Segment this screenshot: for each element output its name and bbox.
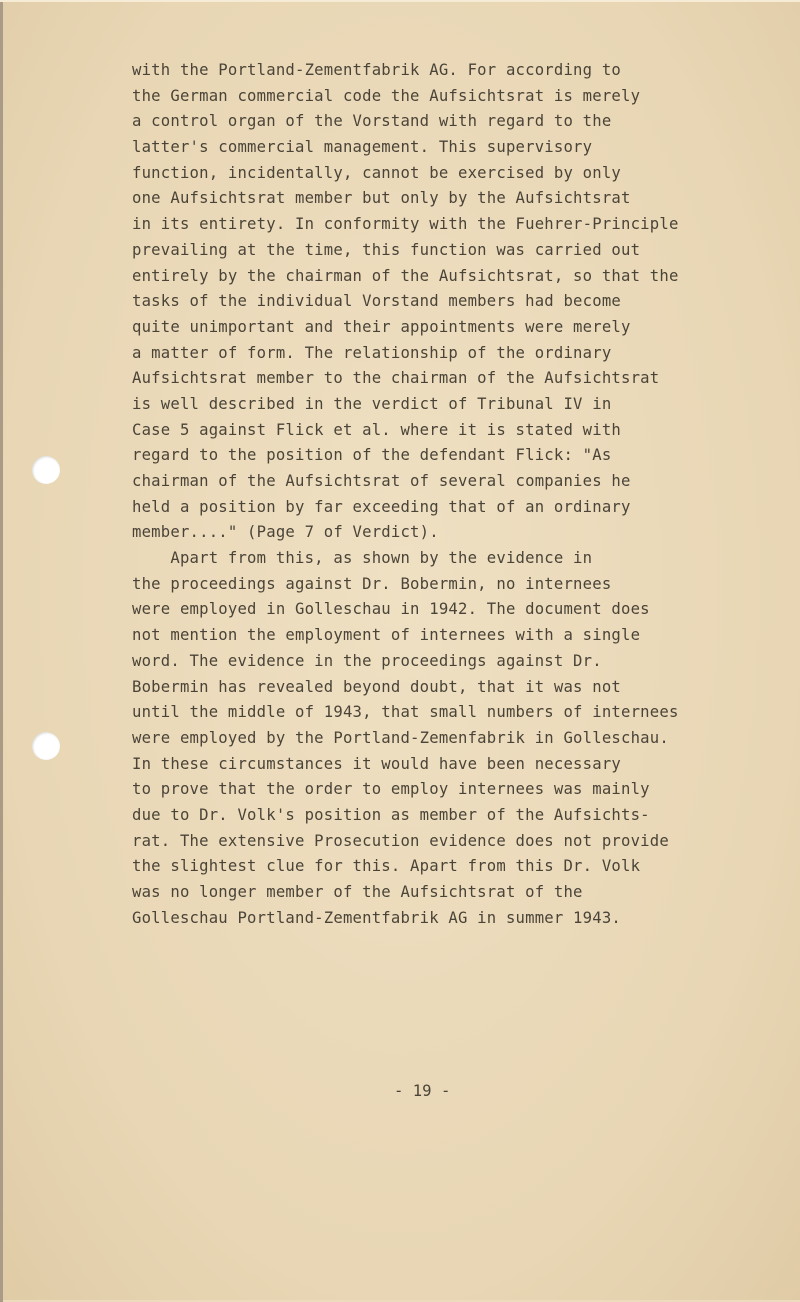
text-line: Golleschau Portland-Zementfabrik AG in summer 1943.	[132, 908, 621, 927]
text-line: a control organ of the Vorstand with regard to the	[132, 112, 612, 131]
text-line: is well described in the verdict of Tribunal IV in	[132, 394, 612, 413]
text-line: tasks of the individual Vorstand members had become	[132, 292, 621, 311]
text-line: function, incidentally, cannot be exercised by only	[132, 163, 621, 182]
text-line: a matter of form. The relationship of the ordinary	[132, 343, 612, 362]
text-line: one Aufsichtsrat member but only by the Aufsichtsrat	[132, 189, 631, 208]
text-line: Apart from this, as shown by the evidence in	[132, 549, 593, 568]
punch-hole-bottom	[32, 732, 60, 760]
text-line: was no longer member of the Aufsichtsrat of the	[132, 883, 583, 901]
text-line: in its entirety. In conformity with the Fuehrer-Principle	[132, 215, 679, 234]
text-line: regard to the position of the defendant Flick: "As	[132, 446, 612, 465]
punch-hole-top	[32, 456, 60, 484]
text-line: not mention the employment of internees with a single	[132, 626, 641, 645]
text-line: held a position by far exceeding that of an ordinary	[132, 497, 631, 516]
text-line: chairman of the Aufsichtsrat of several companies he	[132, 472, 631, 490]
text-line: with the Portland-Zementfabrik AG. For according to	[132, 61, 621, 79]
text-line: latter's commercial management. This supervisory	[132, 138, 593, 157]
text-line: Case 5 against Flick et al. where it is stated with	[132, 420, 621, 439]
text-line: rat. The extensive Prosecution evidence does not provide	[132, 831, 669, 850]
text-line: to prove that the order to employ internees was mainly	[132, 780, 650, 799]
text-line: due to Dr. Volk's position as member of the Aufsichts-	[132, 805, 650, 824]
text-line: In these circumstances it would have been necessary	[132, 754, 621, 773]
text-line: Bobermin has revealed beyond doubt, that it was not	[132, 677, 621, 696]
text-line: entirely by the chairman of the Aufsichtsrat, so that the	[132, 266, 679, 285]
text-line: quite unimportant and their appointments were merely	[132, 317, 631, 336]
body-text	[132, 58, 732, 931]
page-number: - 19 -	[394, 1082, 451, 1100]
text-line: were employed in Golleschau in 1942. The document does	[132, 600, 650, 619]
text-line: the proceedings against Dr. Bobermin, no internees	[132, 574, 612, 593]
text-line: member...." (Page 7 of Verdict).	[132, 523, 439, 542]
text-line: until the middle of 1943, that small numbers of internees	[132, 703, 679, 722]
text-line: the slightest clue for this. Apart from this Dr. Volk	[132, 857, 641, 876]
page-edge	[0, 2, 3, 1302]
text-line: were employed by the Portland-Zemenfabrik in Golleschau.	[132, 728, 669, 747]
text-line: word. The evidence in the proceedings against Dr.	[132, 651, 602, 670]
text-line: Aufsichtsrat member to the chairman of the Aufsichtsrat	[132, 369, 660, 388]
text-line: the German commercial code the Aufsichtsrat is merely	[132, 86, 641, 105]
text-line: prevailing at the time, this function was carried out	[132, 240, 641, 259]
